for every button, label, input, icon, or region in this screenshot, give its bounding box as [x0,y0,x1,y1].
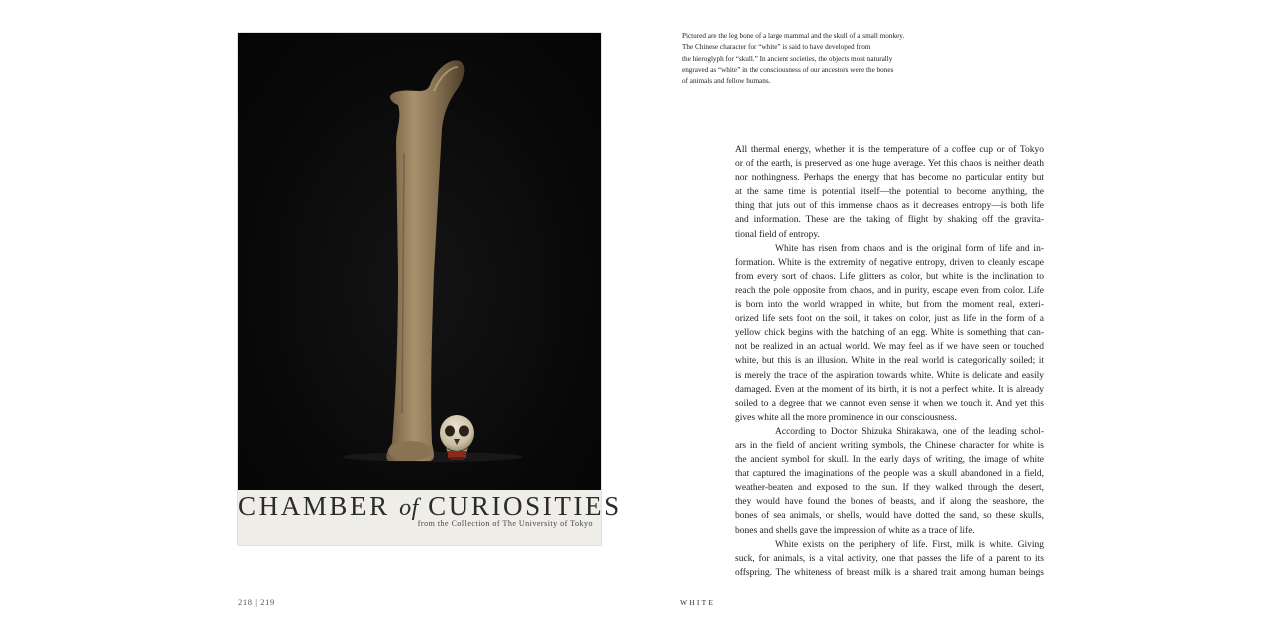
bone-and-skull-illustration [238,33,601,490]
body-line: is born into the world wrapped in white, but from the moment real, exteri- [735,300,1044,311]
caption-line: engraved as “white” in the consciousness of our ancestors were the bones [682,65,894,74]
caption-line: Pictured are the leg bone of a large mammal and the skull of a small monkey. [682,32,905,40]
body-line: soiled to a degree that we cannot even sense it when we touch it. And yet this [735,398,1044,409]
body-line: yellow chick begins with the hatching of an egg. White is something that can- [735,328,1044,339]
body-line: nor nothingness. Perhaps the energy that has become no particular entity but [735,173,1044,184]
running-head: WHITE [680,598,716,607]
body-line: gives white all the more prominence in our consciousness. [735,412,957,423]
cover-title-chamber: CHAMBER [238,491,390,521]
body-line: thing that juts out of this immense chaos as it decreases entropy—is both life [735,201,1044,212]
body-line: from every sort of chaos. Life glitters as color, but white is the inclination to [735,271,1044,282]
body-line: All thermal energy, whether it is the temperature of a coffee cup or of Tokyo [735,145,1044,155]
cover-title [238,491,622,522]
cover-title-of: of [399,495,419,521]
body-line: tional field of entropy. [735,229,820,240]
body-line: is merely the trace of the aspiration towards white. White is delicate and easily [735,370,1044,381]
body-line: formation. White is the extremity of negative entropy, driven to cleanly escape [735,257,1044,268]
body-line: at the same time is potential itself—the potential to become anything, the [735,187,1044,198]
body-line: According to Doctor Shizuka Shirakawa, one of the leading schol- [775,426,1044,437]
caption-line: of animals and fellow humans. [682,77,771,86]
photo-caption [682,31,952,87]
cover-subtitle: from the Collection of The University of Tokyo [417,519,593,528]
bone-and-skull-photo [238,33,601,490]
body-line: bones of sea animals, or shells, would have dotted the sand, so these skulls, [735,511,1044,522]
body-line: damaged. Even at the moment of its birth, it is not a perfect white. It is already [735,384,1044,395]
body-line: offspring. The whiteness of breast milk is a shared trait among human beings [735,567,1044,578]
body-line: suck, for animals, is a vital activity, one that passes the life of a parent to its [735,553,1044,564]
body-line: that captured the imaginations of the people was a skull abandoned in a field, [735,469,1044,480]
page-numbers: 218 | 219 [238,597,275,607]
body-line: White has risen from chaos and is the original form of life and in- [775,243,1044,254]
body-line: the ancient symbol for skull. In the early days of writing, the image of white [735,455,1044,466]
body-line: and information. These are the taking of flight by shaking off the gravita- [735,215,1044,226]
body-line: weather-beaten and exposed to the sun. If they walked through the desert, [735,483,1044,494]
cover-title-curiosities: CURIOSITIES [428,491,622,521]
body-line: White exists on the periphery of life. First, milk is white. Giving [775,539,1044,550]
body-line: they would have found the bones of beasts, and if along the seashore, the [735,497,1044,508]
body-line: orized life sets foot on the soil, it takes on color, just as life in the form of a [735,314,1044,325]
body-line: bones and shells gave the impression of white as a trace of life. [735,525,975,536]
caption-line: The Chinese character for “white” is said to have developed from [682,43,871,52]
body-line: or of the earth, is preserved as one huge average. Yet this chaos is neither death [735,159,1044,170]
body-line: ars in the field of ancient writing symbols, the Chinese character for white is [735,440,1044,451]
body-text [735,143,1044,580]
body-line: white, but this is an illusion. White in the real world is categorically soiled; it [735,356,1044,367]
book-cover-image [238,33,622,545]
caption-line: the hieroglyph for “skull.” In ancient societies, the objects most naturally [682,54,893,63]
body-line: reach the pole opposite from chaos, and in purity, escape even from color. Life [735,285,1044,296]
body-line: not be realized in an actual world. We may feel as if we have seen or touched [735,342,1044,353]
